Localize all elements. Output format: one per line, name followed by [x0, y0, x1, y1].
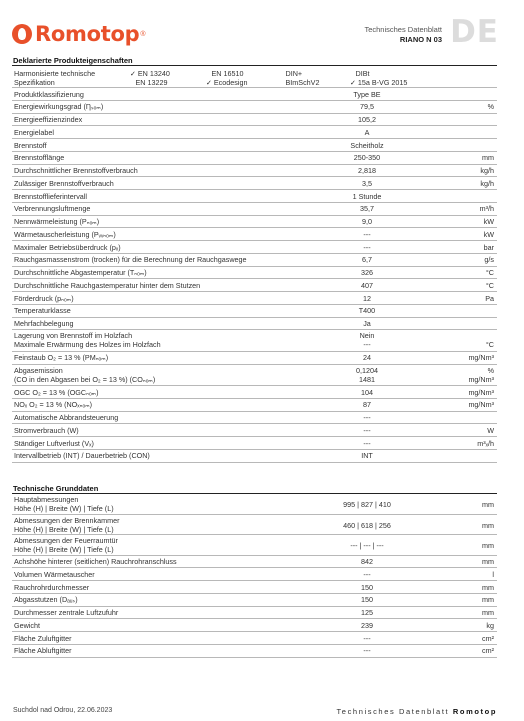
row-value: A: [364, 127, 370, 137]
norm-label: DIBt: [355, 69, 370, 78]
row-label: Temperaturklasse: [14, 306, 71, 316]
footer-doc-type: Technisches Datenblatt: [336, 707, 450, 716]
row-unit: bar: [483, 242, 494, 252]
row-label: Lagerung von Brennstoff im Holzfach: [14, 331, 133, 341]
checkmark-icon: ✓: [206, 80, 212, 87]
table-row: [12, 152, 497, 165]
table-row: [12, 267, 497, 280]
norm-label: EN 16510: [211, 69, 244, 78]
table-row: [12, 279, 497, 292]
footer-place-date: Suchdol nad Odrou, 22.06.2023: [13, 707, 113, 714]
row-value: 9,0: [362, 217, 372, 226]
row-label: Abgasstutzen (Dₐᵤₛ): [14, 595, 78, 605]
row-unit: W: [487, 425, 494, 435]
row-label: Rauchrohrdurchmesser: [14, 582, 90, 592]
table-row: [12, 228, 497, 241]
row-unit: mm: [482, 541, 494, 550]
row-label: Feinstaub O₂ = 13 % (PMₙₒₘ): [14, 353, 109, 363]
footer-brand: Romotop: [452, 707, 497, 716]
row-unit: mm: [482, 557, 494, 566]
table-row: [12, 305, 497, 318]
row-label: Produktklassifizierung: [14, 89, 84, 99]
row-value: 3,5: [362, 178, 372, 188]
row-value: 239: [361, 620, 373, 630]
row-value: T400: [358, 306, 376, 316]
norm-label: Ecodesign: [213, 78, 248, 87]
row-unit: mm: [482, 582, 494, 592]
row-value: 79,5: [360, 102, 374, 112]
row-label: Brennstoff: [14, 140, 47, 150]
row-unit: kg: [486, 620, 494, 630]
row-unit: mg/Nm³: [468, 400, 494, 410]
row-label: Nennwärmeleistung (Pₙₒₘ): [14, 217, 100, 226]
row-value: 842: [361, 557, 373, 566]
table-row: [12, 330, 497, 352]
row-value: INT: [361, 451, 373, 461]
row-label: Rauchgasmassenstrom (trocken) für die Berechnung der Rauchgaswege: [14, 255, 247, 265]
table-row: [12, 424, 497, 437]
row-label: Energiewirkungsgrad (Ƞₛₒₘ): [14, 102, 104, 112]
norm-item: [280, 78, 319, 88]
row-unit: °C: [485, 268, 494, 277]
row-value-line2: ---: [363, 340, 371, 350]
row-value-line2: 1481: [359, 374, 375, 384]
row-value: 0,1204: [356, 365, 378, 375]
row-label: Volumen Wärmetauscher: [14, 569, 95, 579]
table-row: [12, 450, 497, 463]
row-unit: mm: [482, 500, 494, 509]
harmonised-label: [14, 69, 95, 87]
table-row: [12, 594, 497, 607]
row-label: Gewicht: [14, 620, 40, 630]
row-label: OGC O₂ = 13 % (OGCₙₒₘ): [14, 387, 99, 397]
harmonised-label-line2: Spezifikation: [14, 78, 55, 87]
row-label: Förderdruck (pₙₒₘ): [14, 293, 74, 303]
table-row: [12, 216, 497, 229]
table-row: [12, 607, 497, 620]
row-unit: mm: [482, 608, 494, 617]
row-label: Abgasemission: [14, 365, 63, 375]
row-label: Intervallbetrieb (INT) / Dauerbetrieb (CON): [14, 451, 150, 461]
doc-type: Technisches Datenblatt: [364, 25, 442, 34]
row-value: ---: [363, 569, 371, 579]
footer-doc-brand: [336, 707, 497, 716]
row-unit: %: [487, 102, 494, 112]
table-row: [12, 190, 497, 203]
table-row: [12, 535, 497, 556]
row-unit: cm²: [482, 646, 494, 656]
table-row: [12, 126, 497, 139]
row-value: 150: [361, 582, 373, 592]
row-unit: kg/h: [480, 178, 494, 188]
row-label: Hauptabmessungen: [14, 495, 79, 504]
table-row: [12, 515, 497, 536]
table-row: [12, 556, 497, 569]
row-unit: mm: [482, 520, 494, 530]
checkmark-icon: ✓: [350, 80, 356, 87]
norm-label: EN 13229: [135, 78, 168, 87]
row-unit: kg/h: [480, 166, 494, 175]
row-unit: mm: [482, 153, 494, 163]
table-row: [12, 365, 497, 387]
row-value: 104: [361, 387, 373, 397]
table-row: [12, 581, 497, 594]
row-label: Durchmesser zentrale Luftzufuhr: [14, 608, 119, 617]
row-unit: cm²: [482, 633, 494, 643]
norm-label: BImSchV2: [285, 78, 320, 87]
table-row: [12, 632, 497, 645]
language-code: DE: [450, 14, 499, 50]
row-unit: mg/Nm³: [468, 387, 494, 397]
row-label: Maximaler Betriebsüberdruck (pₓ): [14, 242, 121, 252]
table-row: [12, 241, 497, 254]
table-row: [12, 352, 497, 365]
row-value: 2,818: [358, 166, 376, 175]
table-row: [12, 292, 497, 305]
section-title-technical-data: Technische Grunddaten: [13, 484, 99, 493]
row-value: ---: [363, 425, 371, 435]
row-unit: g/s: [484, 255, 494, 265]
checkmark-empty: [206, 71, 210, 78]
row-value: Type BE: [353, 89, 381, 99]
row-unit: l: [492, 569, 494, 579]
row-value: 6,7: [362, 255, 372, 265]
row-label: NOₓ O₂ = 13 % (NOₓₙₒₘ): [14, 400, 93, 410]
row-label: Durchschnittliche Abgastemperatur (Tₙₒₘ): [14, 268, 147, 277]
row-label: Abmessungen der Brennkammer: [14, 515, 120, 525]
checkmark-icon: ✓: [130, 71, 136, 78]
row-unit-line2: °C: [485, 340, 494, 350]
row-unit: mm: [482, 595, 494, 605]
table-row: [12, 177, 497, 190]
row-label: Energieeffizienzindex: [14, 115, 83, 124]
norm-item: [206, 78, 247, 88]
row-label-line2: Höhe (H) | Breite (W) | Tiefe (L): [14, 545, 114, 554]
row-label-line2: Höhe (H) | Breite (W) | Tiefe (L): [14, 524, 114, 534]
table-row: [12, 412, 497, 425]
row-unit: m³ₓ/h: [477, 438, 494, 448]
checkmark-empty: [280, 80, 284, 87]
row-label: Brennstofflänge: [14, 153, 65, 163]
row-unit: %: [487, 365, 494, 375]
row-label: Verbrennungsluftmenge: [14, 204, 91, 214]
row-value: 12: [363, 293, 371, 303]
row-value: 250-350: [353, 153, 381, 163]
row-value: ---: [363, 413, 371, 422]
checkmark-empty: [280, 71, 284, 78]
row-value: 87: [363, 400, 371, 410]
row-value: Nein: [359, 331, 375, 341]
table-row: [12, 114, 497, 127]
row-unit-line2: mg/Nm³: [468, 374, 494, 384]
row-value: 407: [361, 280, 373, 290]
table-row: [12, 399, 497, 412]
table-row: [12, 437, 497, 450]
row-value: 24: [363, 353, 371, 363]
row-value: 35,7: [360, 204, 374, 214]
row-unit: °C: [485, 280, 494, 290]
norm-item: [350, 78, 407, 88]
row-label-line2: (CO in den Abgasen bei O₂ = 13 %) (COₙₒₘ): [14, 374, 156, 384]
row-unit: kW: [483, 217, 494, 226]
row-value: ---: [363, 229, 371, 239]
row-label: Durchschnittlicher Brennstoffverbrauch: [14, 166, 138, 175]
table-row: [12, 568, 497, 581]
table-row: [12, 494, 497, 515]
harmonised-label-line1: Harmonisierte technische: [14, 69, 96, 78]
table-row: [12, 139, 497, 152]
row-value: 1 Stunde: [352, 191, 382, 201]
row-unit: Pa: [485, 293, 494, 303]
romotop-logo: [12, 22, 145, 46]
harmonised-spec-row: [12, 67, 497, 88]
norm-label: DIN+: [285, 69, 303, 78]
row-value: 326: [361, 268, 373, 277]
section-rule: [12, 65, 497, 66]
row-label: Ständiger Luftverlust (Vₓ): [14, 438, 94, 448]
row-label: Fläche Zuluftgitter: [14, 633, 72, 643]
row-label: Energielabel: [14, 127, 54, 137]
row-label-line2: Höhe (H) | Breite (W) | Tiefe (L): [14, 504, 114, 513]
row-label: Brennstofflieferintervall: [14, 191, 87, 201]
row-value: 150: [361, 595, 373, 605]
document-header: [0, 0, 524, 56]
row-value: --- | --- | ---: [350, 541, 384, 550]
row-label: Fläche Abluftgitter: [14, 646, 72, 656]
row-value: 125: [361, 608, 373, 617]
table-row: [12, 318, 497, 331]
row-label: Durchschnittliche Rauchgastemperatur hinter dem Stutzen: [14, 280, 201, 290]
table-row: [12, 88, 497, 101]
row-value: Ja: [363, 319, 371, 328]
row-label: Stromverbrauch (W): [14, 425, 79, 435]
row-value: Scheitholz: [350, 140, 384, 150]
table-row: [12, 386, 497, 399]
row-unit: m³/h: [479, 204, 494, 214]
row-value: 105,2: [358, 115, 376, 124]
row-label: Abmessungen der Feuerraumtür: [14, 536, 118, 545]
table-row: [12, 645, 497, 658]
row-label: Mehrfachbelegung: [14, 319, 74, 328]
checkmark-empty: [350, 71, 354, 78]
row-value: 460 | 618 | 256: [343, 520, 391, 530]
norm-label: 15a B-VG 2015: [357, 78, 408, 87]
table-row: [12, 203, 497, 216]
flame-icon: [12, 24, 32, 44]
row-label: Achshöhe hinterer (seitlichen) Rauchrohranschluss: [14, 557, 177, 566]
row-unit: kW: [483, 229, 494, 239]
table-row: [12, 101, 497, 114]
row-label: Zulässiger Brennstoffverbrauch: [14, 178, 114, 188]
row-label-line2: Maximale Erwärmung des Holzes im Holzfach: [14, 340, 161, 350]
row-value: ---: [363, 242, 371, 252]
table-row: [12, 619, 497, 632]
table-row: [12, 165, 497, 178]
checkmark-empty: [130, 80, 134, 87]
product-name: RIANO N 03: [399, 35, 442, 44]
registered-icon: ®: [140, 30, 146, 38]
row-value: 995 | 827 | 410: [343, 500, 391, 509]
row-unit: mg/Nm³: [468, 353, 494, 363]
row-label: Automatische Abbrandsteuerung: [14, 413, 119, 422]
table-row: [12, 254, 497, 267]
row-label: Wärmetauscherleistung (Pᵥᵥₙₒₘ): [14, 229, 116, 239]
norm-label: EN 13240: [137, 69, 170, 78]
row-value: ---: [363, 438, 371, 448]
row-value: ---: [363, 646, 371, 656]
norm-item: [130, 78, 167, 88]
brand-name: Romotop: [35, 22, 140, 46]
row-value: ---: [363, 633, 371, 643]
section-title-declared-properties: Deklarierte Produkteigenschaften: [13, 56, 133, 65]
